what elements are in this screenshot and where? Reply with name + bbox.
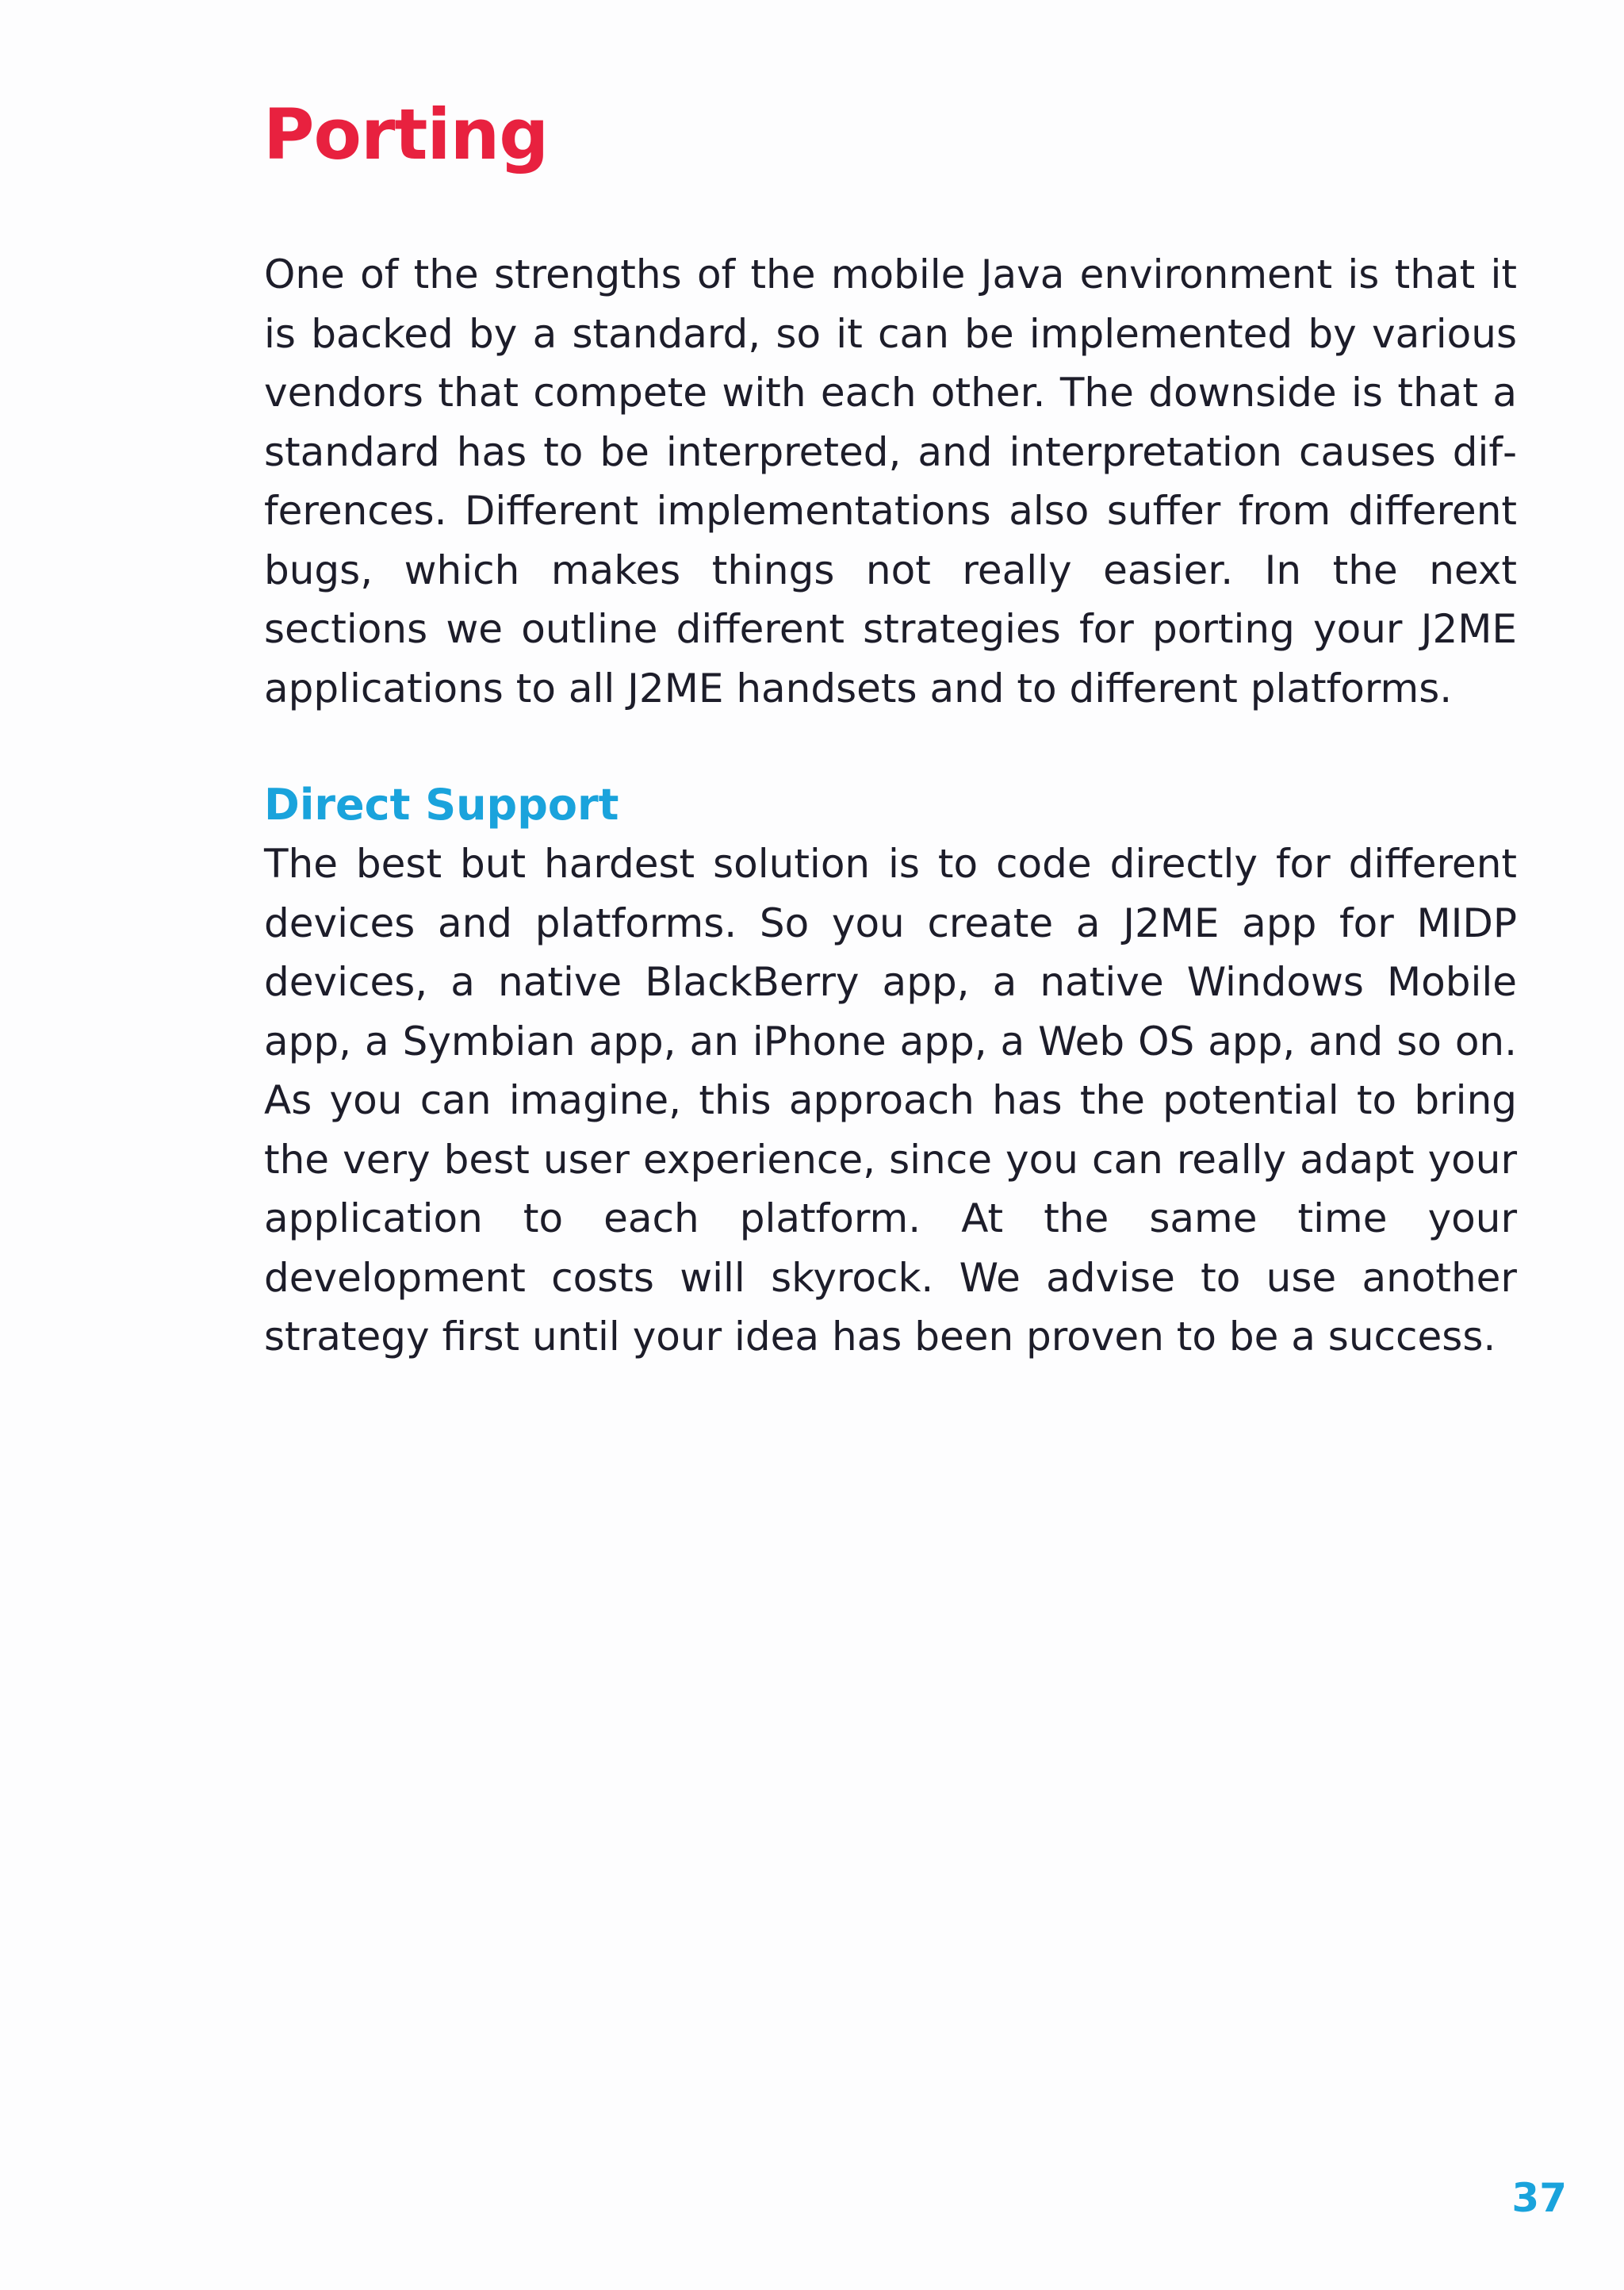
page-title: Porting (263, 94, 549, 175)
intro-paragraph: One of the strengths of the mobile Java environment is that it is backed by a standard, so it can be implemented by various vendors that compete with each other. The downside is that a standard has to be interpreted, and interpretation causes differences. Different implementations also suffer from different bugs, which makes things not really easier. In the next sections we outline different strategies for porting your J2ME applications to all J2ME handsets and to different platforms. (264, 251, 1517, 712)
page-number: 37 (1511, 2175, 1567, 2221)
direct-support-paragraph: The best but hardest solution is to code directly for different devices and platforms. So you create a J2ME app for MIDP devices, a native BlackBerry app, a native Windows Mobile app, a Symbian app, an iPhone app, a Web OS app, and so on. As you can imagine, this approach has the potential to bring the very best user experience, since you can really adapt your application to each platform. At the same time your development costs will skyrock. We advise to use another strategy first until your idea has been proven to be a success. (264, 841, 1517, 1360)
section-heading-direct-support: Direct Support (264, 780, 619, 830)
